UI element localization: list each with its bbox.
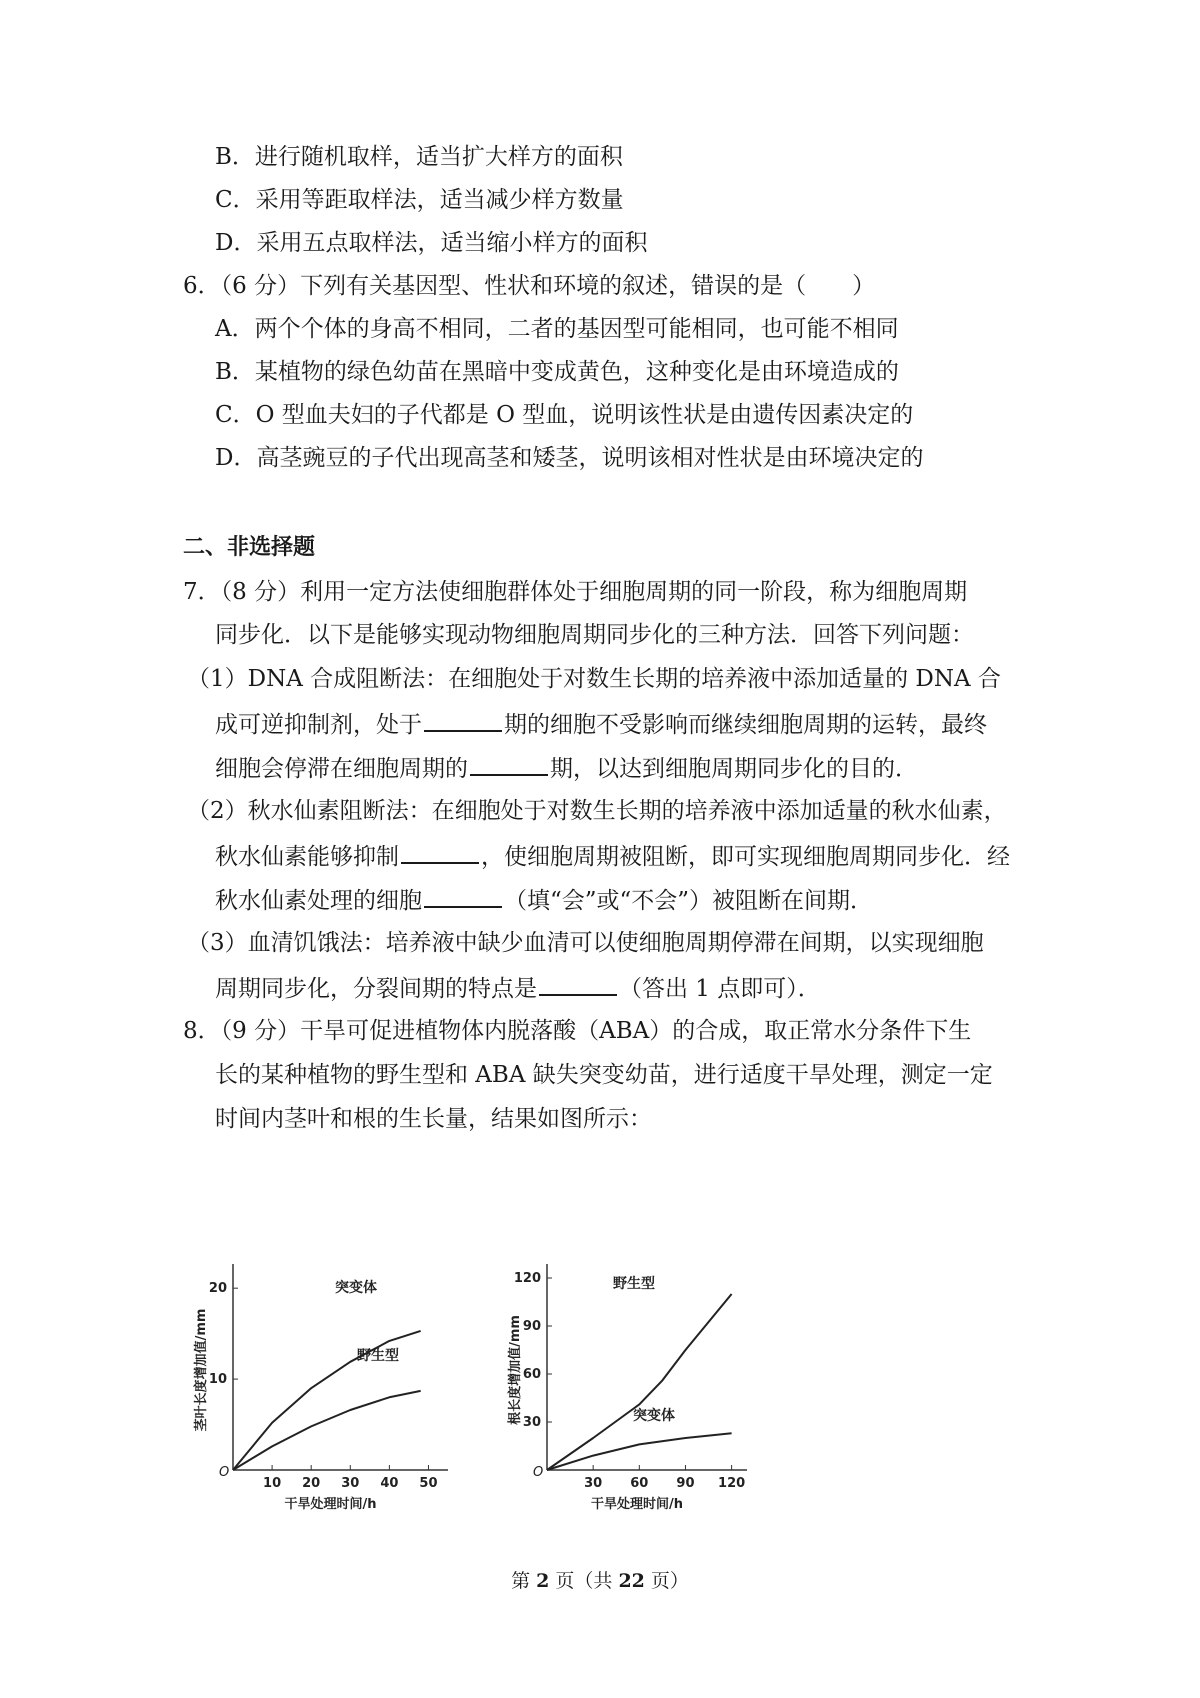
y-tick-label: 90	[522, 1319, 541, 1334]
y-tick-label: 60	[522, 1367, 541, 1382]
answer-blank[interactable]	[424, 708, 502, 732]
series-label: 突变体	[335, 1280, 377, 1296]
q7-part2-line3	[215, 884, 873, 916]
series-label: 野生型	[613, 1276, 655, 1292]
q7-part3-line1: （3）血清饥饿法：培养液中缺少血清可以使细胞周期停滞在间期，以实现细胞	[187, 930, 984, 956]
x-tick-label: 40	[380, 1476, 399, 1491]
section-title: 二、非选择题	[183, 535, 316, 560]
answer-blank[interactable]	[401, 840, 479, 864]
q7-part1-line2	[215, 708, 987, 740]
text-segment: 周期同步化，分裂间期的特点是	[215, 976, 537, 1002]
chart-shoot-growth	[185, 1250, 485, 1520]
q6-option-d	[215, 443, 923, 473]
option-text: O 型血夫妇的子代都是 O 型血，说明该性状是由遗传因素决定的	[255, 402, 914, 428]
y-tick-label: 20	[208, 1281, 227, 1297]
x-tick-label: 60	[630, 1476, 649, 1491]
option-label: C．	[215, 187, 256, 213]
q8-line2: 长的某种植物的野生型和 ABA 缺失突变幼苗，进行适度干旱处理，测定一定	[215, 1062, 993, 1088]
q6-option-b	[215, 357, 899, 387]
q7-part2-line1: （2）秋水仙素阻断法：在细胞处于对数生长期的培养液中添加适量的秋水仙素，	[187, 798, 1007, 824]
text-segment: 细胞会停滞在细胞周期的	[215, 756, 468, 782]
y-axis-label: 茎叶长度增加值/mm	[194, 1308, 209, 1432]
footer-page-number: 2	[536, 1570, 550, 1592]
text-segment: （填“会”或“不会”）被阻断在间期．	[504, 888, 874, 914]
text-segment: ，使细胞周期被阻断，即可实现细胞周期同步化．经	[481, 844, 1010, 870]
option-text: 进行随机取样，适当扩大样方的面积	[254, 144, 623, 170]
q7-part1-line3	[215, 752, 918, 784]
q6-option-a	[215, 314, 899, 344]
y-tick-label: 10	[208, 1372, 227, 1388]
footer-text: 第	[511, 1570, 537, 1592]
text-segment: 期的细胞不受影响而继续细胞周期的运转，最终	[504, 712, 987, 738]
y-tick-label: 120	[513, 1271, 541, 1286]
option-label: D．	[215, 445, 257, 471]
x-tick-label: 120	[718, 1476, 746, 1491]
x-axis-label: 干旱处理时间/h	[284, 1497, 377, 1512]
x-tick-label: 10	[263, 1476, 282, 1491]
x-tick-label: 20	[302, 1476, 321, 1491]
chart-root-growth	[505, 1250, 785, 1520]
x-tick-label: 90	[676, 1476, 695, 1491]
series-label: 突变体	[633, 1408, 675, 1424]
origin-label: O	[533, 1465, 544, 1480]
text-segment: 秋水仙素能够抑制	[215, 844, 399, 870]
option-text: 采用等距取样法，适当减少样方数量	[255, 187, 624, 213]
option-label: B．	[215, 359, 255, 385]
origin-label: O	[219, 1465, 230, 1480]
x-tick-label: 30	[341, 1476, 360, 1491]
option-text: 两个个体的身高不相同，二者的基因型可能相同，也可能不相同	[254, 316, 899, 342]
q7-part1-line1: （1）DNA 合成阻断法：在细胞处于对数生长期的培养液中添加适量的 DNA 合	[187, 666, 1001, 692]
text-segment: （答出 1 点即可）．	[619, 976, 821, 1002]
series-line	[233, 1391, 421, 1470]
option-text: 高茎豌豆的子代出现高茎和矮茎，说明该相对性状是由环境决定的	[256, 445, 924, 471]
q5-option-b	[215, 142, 623, 172]
text-segment: 期，以达到细胞周期同步化的目的．	[550, 756, 918, 782]
text-segment: 成可逆抑制剂，处于	[215, 712, 422, 738]
option-label: C．	[215, 402, 256, 428]
page-footer	[0, 1566, 1200, 1593]
footer-total-pages: 22	[618, 1570, 645, 1592]
option-label: D．	[215, 230, 257, 256]
q6-option-c	[215, 400, 913, 430]
q8-line1: 8．（9 分）干旱可促进植物体内脱落酸（ABA）的合成，取正常水分条件下生	[183, 1018, 972, 1044]
option-text: 采用五点取样法，适当缩小样方的面积	[256, 230, 648, 256]
q7-part3-line2	[215, 972, 821, 1004]
answer-blank[interactable]	[470, 752, 548, 776]
x-tick-label: 50	[419, 1476, 438, 1491]
y-axis-label: 根长度增加值/mm	[508, 1315, 523, 1425]
q5-option-d	[215, 228, 647, 258]
x-axis-label: 干旱处理时间/h	[590, 1497, 684, 1512]
text-segment: 秋水仙素处理的细胞	[215, 888, 422, 914]
q6-stem: 6．（6 分）下列有关基因型、性状和环境的叙述，错误的是（ ）	[183, 273, 876, 299]
answer-blank[interactable]	[539, 972, 617, 996]
option-text: 某植物的绿色幼苗在黑暗中变成黄色，这种变化是由环境造成的	[254, 359, 899, 385]
q7-part2-line2	[215, 840, 1010, 872]
series-label: 野生型	[357, 1348, 399, 1364]
q7-stem-line2: 同步化．以下是能够实现动物细胞周期同步化的三种方法．回答下列问题：	[215, 622, 974, 648]
x-tick-label: 30	[584, 1476, 603, 1491]
answer-blank[interactable]	[424, 884, 502, 908]
option-label: A．	[215, 316, 255, 342]
q5-option-c	[215, 185, 624, 215]
footer-text: 页（共	[549, 1570, 619, 1592]
option-label: B．	[215, 144, 255, 170]
footer-text: 页）	[644, 1570, 689, 1592]
q8-line3: 时间内茎叶和根的生长量，结果如图所示：	[215, 1106, 652, 1132]
q7-stem-line1: 7．（8 分）利用一定方法使细胞群体处于细胞周期的同一阶段，称为细胞周期	[183, 579, 968, 605]
y-tick-label: 30	[522, 1415, 541, 1430]
